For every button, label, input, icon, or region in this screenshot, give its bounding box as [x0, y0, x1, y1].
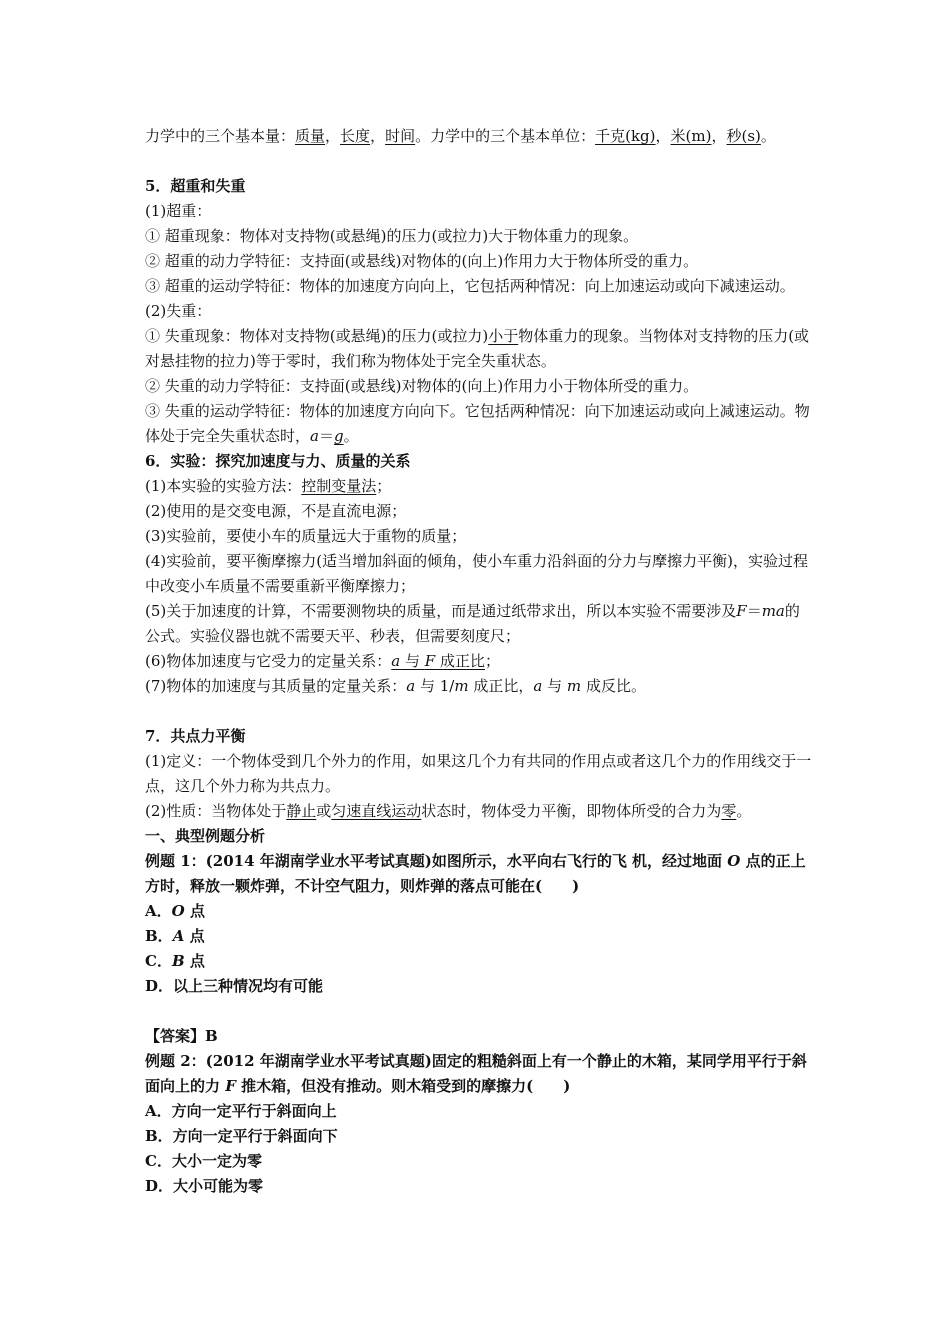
text: 点 — [189, 902, 205, 920]
text: (5)关于加速度的计算，不需要测物块的质量，而是通过纸带求出，所以本实验不需要涉及 — [145, 602, 737, 620]
sec6-i4: (4)实验前，要平衡摩擦力(适当增加斜面的倾角，使小车重力沿斜面的分力与摩擦力平衡)，实验过程中改变小车质量不需要重新平衡摩擦力； — [145, 552, 808, 595]
var-a: a — [391, 652, 401, 670]
var-B: B — [171, 952, 185, 970]
quantity-length: 长度 — [340, 127, 371, 145]
var-m: m — [566, 677, 582, 695]
text: 点 — [189, 927, 205, 945]
sec5-a3: ③ 超重的运动学特征：物体的加速度方向向上，它包括两种情况：向上加速运动或向下减速运动。 — [145, 277, 795, 295]
quantity-time: 时间 — [385, 127, 416, 145]
end: 。 — [343, 427, 359, 445]
section-6-heading: 6．实验：探究加速度与力、质量的关系 — [145, 452, 411, 470]
sec6-i3: (3)实验前，要使小车的质量远大于重物的质量； — [145, 527, 467, 545]
method-controlled-variables: 控制变量法 — [301, 477, 377, 495]
option-letter: B． — [145, 927, 173, 945]
var-a: a — [406, 677, 416, 695]
text: 力学中的三个基本量： — [145, 127, 296, 145]
state-uniform-motion: 匀速直线运动 — [331, 802, 422, 820]
quantity-mass: 质量 — [295, 127, 326, 145]
option-letter: A． — [145, 902, 172, 920]
text: 点 — [189, 952, 205, 970]
var-F: F — [424, 652, 436, 670]
example-2-question — [145, 1049, 813, 1099]
sec5-b1 — [145, 324, 813, 374]
end: 。 — [760, 127, 776, 145]
text: (7)物体的加速度与其质量的定量关系： — [145, 677, 407, 695]
sec5-sub1: (1)超重： — [145, 202, 212, 220]
text: 成正比， — [473, 677, 534, 695]
var-F: F — [736, 602, 747, 620]
spacer — [145, 999, 813, 1024]
basic-quantities-line — [145, 124, 813, 149]
unit-kg: 千克(kg) — [595, 127, 656, 145]
text: (2)性质：当物体处于 — [145, 802, 287, 820]
var-g: g — [333, 427, 344, 445]
sep: ， — [655, 127, 671, 145]
example-1-question — [145, 849, 813, 899]
text: 例题 2：(2012 年湖南学业水平考试真题)固定的粗糙斜面上有一个静止的木箱，某同学用平行于斜面向上的力 — [145, 1052, 807, 1095]
example-1-option-d: D．以上三种情况均有可能 — [145, 977, 324, 995]
example-1-option-c — [145, 949, 813, 974]
equals: ＝ — [318, 427, 334, 445]
var-ma: ma — [761, 602, 785, 620]
text: 与 — [404, 652, 420, 670]
net-force-zero: 零 — [721, 802, 737, 820]
sec5-b2: ② 失重的动力学特征：支持面(或悬线)对物体的(向上)作用力小于物体所受的重力。 — [145, 377, 699, 395]
sec6-i2: (2)使用的是交变电源，不是直流电源； — [145, 502, 407, 520]
section-5-heading: 5．超重和失重 — [145, 177, 246, 195]
example-1-option-b — [145, 924, 813, 949]
sep: ， — [325, 127, 341, 145]
sep: ， — [370, 127, 386, 145]
var-m: m — [454, 677, 469, 695]
text: 点的正上方时，释放一颗炸弹，不计空气阻力，则炸弹的落点可能在( ) — [145, 852, 806, 895]
examples-heading: 一、典型例题分析 — [145, 827, 266, 845]
underlined-less-than: 小于 — [488, 327, 519, 345]
text: ③ 失重的运动学特征：物体的加速度方向向下。它包括两种情况：向下加速运动或向上减速运动。物体处于完全失重状态时， — [145, 402, 810, 445]
var-F: F — [225, 1077, 236, 1095]
section-7-heading: 7．共点力平衡 — [145, 727, 246, 745]
text: (1)本实验的实验方法： — [145, 477, 302, 495]
var-O: O — [171, 902, 185, 920]
text: 成正比 — [439, 652, 485, 670]
end: 。 — [736, 802, 752, 820]
var-O: O — [727, 852, 741, 870]
var-a: a — [310, 427, 319, 445]
text: 的公式。实验仪器也就不需要天平、秒表，但需要刻度尺； — [145, 602, 800, 645]
sec7-d1: (1)定义：一个物体受到几个外力的作用，如果这几个力有共同的作用点或者这几个力的作用线交于一点，这几个外力称为共点力。 — [145, 752, 812, 795]
example-2-option-b: B．方向一定平行于斜面向下 — [145, 1127, 338, 1145]
text: 与 1/ — [419, 677, 455, 695]
sec6-i6 — [145, 649, 813, 674]
example-1-option-a — [145, 899, 813, 924]
text: 与 — [547, 677, 563, 695]
document-page — [145, 124, 813, 1199]
sec5-a1: ① 超重现象：物体对支持物(或悬绳)的压力(或拉力)大于物体重力的现象。 — [145, 227, 639, 245]
unit-m: 米(m) — [670, 127, 712, 145]
sec7-d2 — [145, 799, 813, 824]
sec6-i7 — [145, 674, 813, 699]
text: 或 — [316, 802, 332, 820]
text: 推木箱，但没有推动。则木箱受到的摩擦力( ) — [241, 1077, 571, 1095]
end: ； — [376, 477, 392, 495]
unit-s: 秒(s) — [726, 127, 761, 145]
sec6-i1 — [145, 474, 813, 499]
example-2-option-d: D．大小可能为零 — [145, 1177, 264, 1195]
text: 物体重力的现象。当物体对支持物的压力(或对悬挂物的拉力)等于零时，我们称为物体处于完全失重状态。 — [145, 327, 810, 370]
example-1-answer: 【答案】B — [145, 1027, 218, 1045]
equals: ＝ — [746, 602, 762, 620]
sec5-b3 — [145, 399, 813, 449]
var-a: a — [533, 677, 543, 695]
sec5-a2: ② 超重的动力学特征：支持面(或悬线)对物体的(向上)作用力大于物体所受的重力。 — [145, 252, 699, 270]
text: 。力学中的三个基本单位： — [415, 127, 596, 145]
sec5-sub2: (2)失重： — [145, 302, 212, 320]
sep: ， — [711, 127, 727, 145]
var-A: A — [172, 927, 185, 945]
spacer — [145, 699, 813, 724]
text: (6)物体加速度与它受力的定量关系： — [145, 652, 392, 670]
relation-a-F — [391, 652, 485, 670]
option-letter: C． — [145, 952, 172, 970]
example-2-option-c: C．大小一定为零 — [145, 1152, 262, 1170]
end: ； — [485, 652, 501, 670]
example-2-option-a: A．方向一定平行于斜面向上 — [145, 1102, 337, 1120]
text: 状态时，物体受力平衡，即物体所受的合力为 — [421, 802, 722, 820]
sec6-i5 — [145, 599, 813, 649]
text: 例题 1：(2014 年湖南学业水平考试真题)如图所示，水平向右飞行的飞 机，经过地面 — [145, 852, 723, 870]
state-static: 静止 — [286, 802, 317, 820]
end: 成反比。 — [585, 677, 646, 695]
spacer — [145, 149, 813, 174]
text: ① 失重现象：物体对支持物(或悬绳)的压力(或拉力) — [145, 327, 489, 345]
